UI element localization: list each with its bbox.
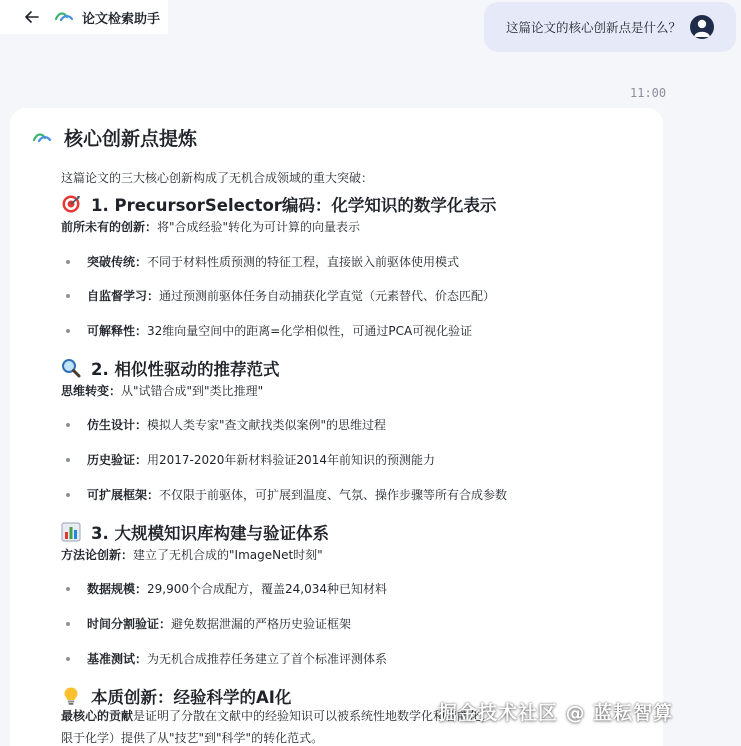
final-line-1-text: 是证明了分散在文献中的经验知识可以被系统性地数学化和智能化，: [133, 709, 494, 723]
top-bar: [0, 0, 168, 34]
section-4-title-text: 本质创新：经验科学的AI化: [91, 688, 292, 707]
bullet-label: 历史验证：: [87, 453, 148, 467]
answer-title: 核心创新点提炼: [64, 128, 198, 150]
message-timestamp: 11:00: [630, 86, 667, 100]
section-2-subtitle: [61, 382, 263, 399]
section-2-title-text: 2. 相似性驱动的推荐范式: [91, 360, 280, 379]
bullet-dot: [66, 458, 70, 462]
final-line-2: 限于化学）提供了从"技艺"到"科学"的转化范式。: [61, 731, 324, 745]
user-avatar[interactable]: [690, 15, 714, 39]
section-2-title: [61, 356, 280, 380]
bullet-dot: [66, 587, 70, 591]
bullet-label: 基准测试：: [87, 652, 148, 666]
assistant-answer-card: [10, 108, 663, 746]
bullet-dot: [66, 260, 70, 264]
bullet-dot: [66, 657, 70, 661]
list-item: [66, 416, 386, 433]
list-item: [66, 322, 472, 339]
bullet-dot: [66, 622, 70, 626]
section-1-subtitle: [61, 218, 360, 235]
bullet-label: 仿生设计：: [87, 418, 148, 432]
bullet-label: 可扩展框架：: [87, 488, 160, 502]
section-3-title-text: 3. 大规模知识库构建与验证体系: [91, 524, 329, 543]
list-item: [66, 287, 495, 304]
target-icon: [61, 194, 81, 214]
bullet-text: 模拟人类专家"查文献找类似案例"的思维过程: [147, 418, 387, 432]
section-1-sub-text: 将"合成经验"转化为可计算的向量表示: [157, 220, 361, 234]
section-1-title-text: 1. PrecursorSelector编码：化学知识的数学化表示: [91, 196, 497, 215]
bullet-dot: [66, 423, 70, 427]
list-item: [66, 486, 507, 503]
bullet-dot: [66, 493, 70, 497]
section-3-sub-text: 建立了无机合成的"ImageNet时刻": [133, 548, 323, 562]
bullet-text: 29,900个合成配方，覆盖24,034种已知材料: [147, 582, 387, 596]
user-message-text: 这篇论文的核心创新点是什么？: [506, 20, 682, 35]
section-3-title: [61, 520, 329, 544]
final-line-1-label: 最核心的贡献: [61, 709, 134, 723]
back-arrow-icon[interactable]: [22, 7, 42, 27]
bullet-label: 数据规模：: [87, 582, 148, 596]
list-item: [66, 253, 459, 270]
bullet-dot: [66, 329, 70, 333]
section-2-sub-text: 从"试错合成"到"类比推理": [121, 384, 264, 398]
bullet-text: 避免数据泄漏的严格历史验证框架: [171, 617, 352, 631]
app-logo-icon: [54, 10, 74, 24]
list-item: [66, 615, 351, 632]
app-title: 论文检索助手: [82, 11, 161, 27]
bullet-label: 自监督学习：: [87, 289, 160, 303]
bullet-label: 可解释性：: [87, 324, 148, 338]
lightbulb-icon: [61, 686, 81, 706]
user-message-bubble: [484, 2, 736, 52]
watermark: 掘金技术社区 @ 蓝耘智算: [438, 702, 674, 724]
section-3-subtitle: [61, 546, 323, 563]
answer-intro: 这篇论文的三大核心创新构成了无机合成领域的重大突破：: [61, 171, 374, 185]
bullet-text: 不仅限于前驱体，可扩展到温度、气氛、操作步骤等所有合成参数: [159, 488, 508, 502]
bullet-label: 突破传统：: [87, 255, 148, 269]
bar-chart-icon: [61, 522, 81, 542]
section-1-title: [61, 192, 496, 216]
bullet-text: 通过预测前驱体任务自动捕获化学直觉（元素替代、价态匹配）: [159, 289, 496, 303]
list-item: [66, 451, 435, 468]
bullet-text: 32维向量空间中的距离=化学相似性，可通过PCA可视化验证: [147, 324, 473, 338]
assistant-logo-icon: [32, 131, 52, 145]
list-item: [66, 650, 387, 667]
bullet-text: 不同于材料性质预测的特征工程，直接嵌入前驱体使用模式: [147, 255, 460, 269]
bullet-text: 为无机合成推荐任务建立了首个标准评测体系: [147, 652, 388, 666]
bullet-dot: [66, 294, 70, 298]
section-1-sub-label: 前所未有的创新：: [61, 220, 158, 234]
section-3-sub-label: 方法论创新：: [61, 548, 134, 562]
answer-header: [32, 124, 197, 151]
list-item: [66, 580, 387, 597]
section-2-sub-label: 思维转变：: [61, 384, 122, 398]
bullet-label: 时间分割验证：: [87, 617, 172, 631]
bullet-text: 用2017-2020年新材料验证2014年前知识的预测能力: [147, 453, 435, 467]
magnifier-icon: [61, 358, 81, 378]
